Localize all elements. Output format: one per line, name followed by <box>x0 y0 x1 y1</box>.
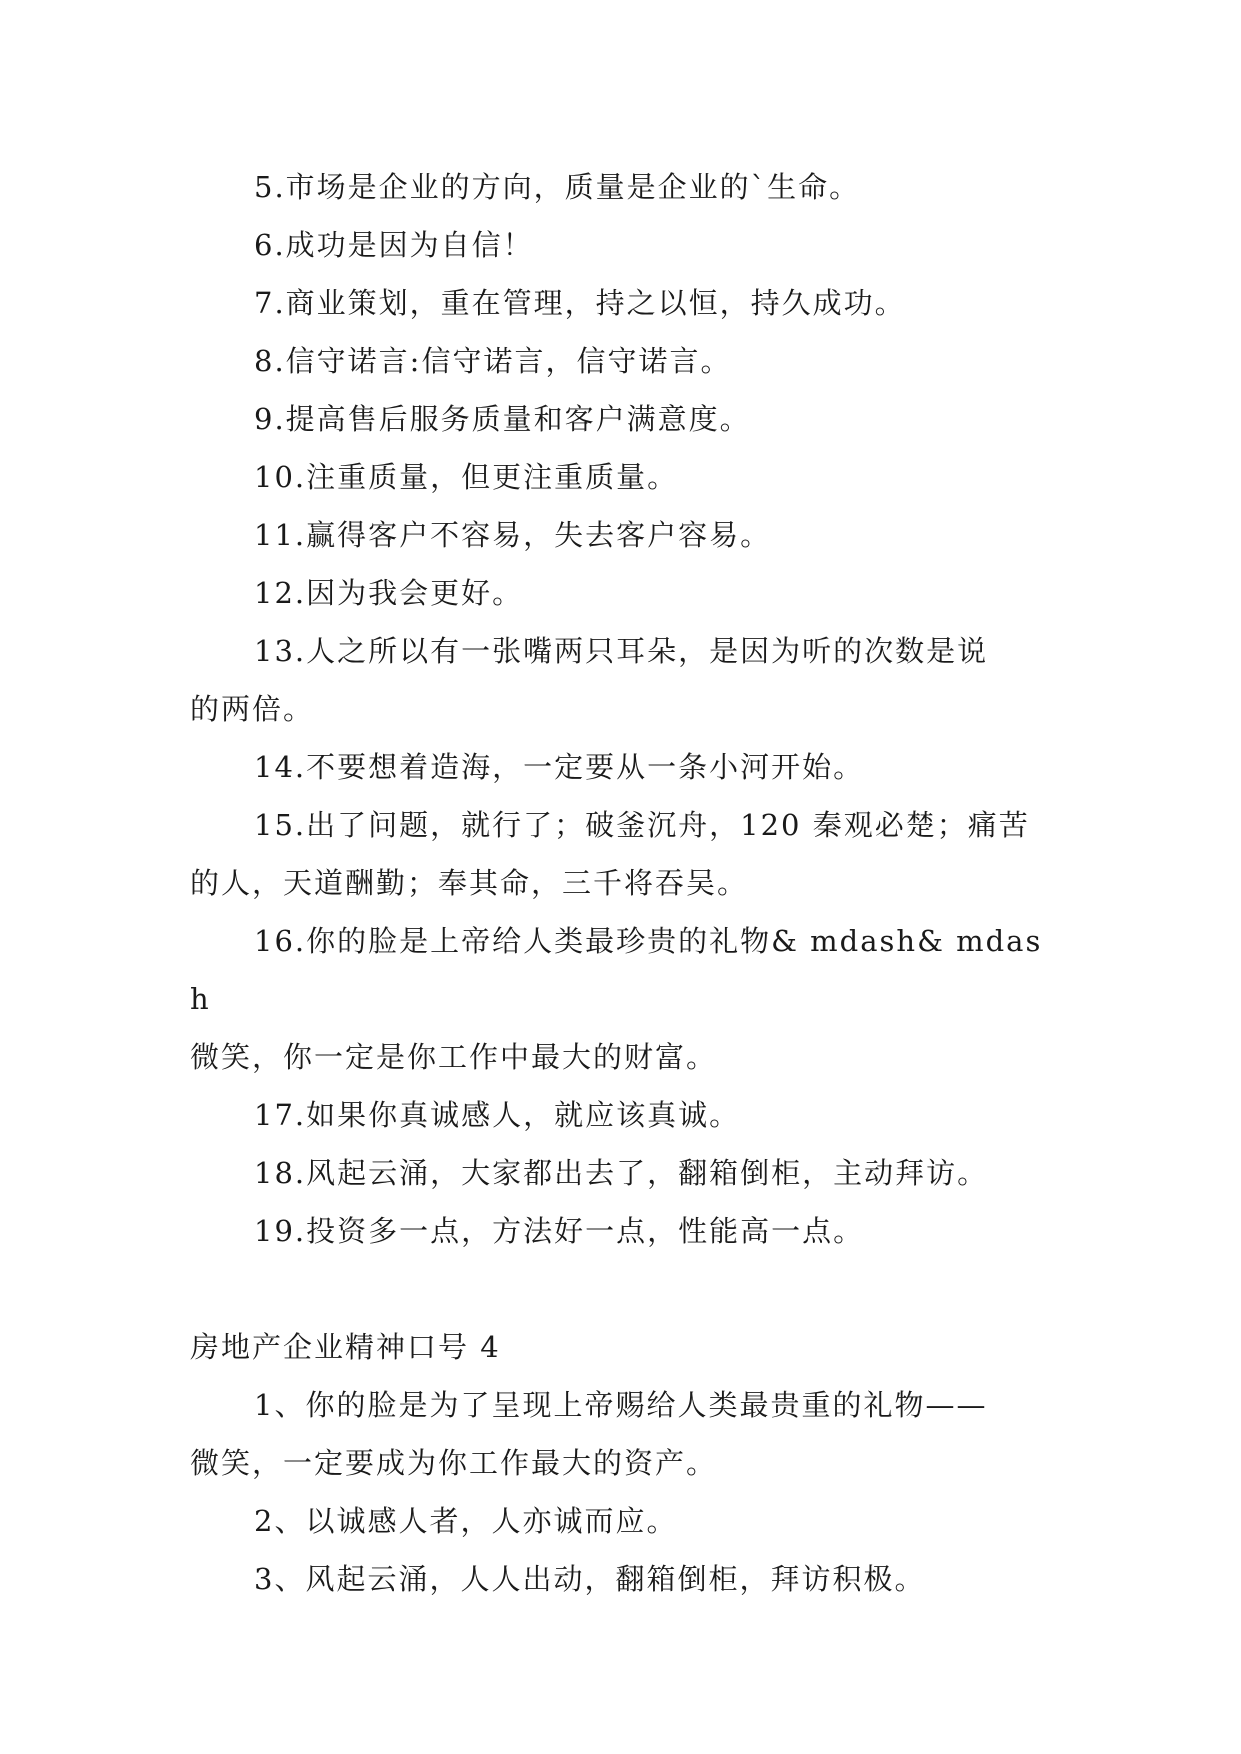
slogan-item <box>190 1202 1060 1260</box>
slogan-line: 18.风起云涌，大家都出去了，翻箱倒柜，主动拜访。 <box>254 1156 989 1190</box>
slogan-item <box>190 158 1060 216</box>
slogan-line: 8.信守诺言:信守诺言，信守诺言。 <box>254 344 732 378</box>
slogan-item <box>190 1550 1060 1608</box>
slogan-item <box>190 448 1060 506</box>
slogan-item <box>190 1144 1060 1202</box>
slogan-item <box>190 912 1060 1086</box>
slogan-line-continued: 微笑，你一定是你工作中最大的财富。 <box>190 1040 718 1074</box>
slogan-item <box>190 506 1060 564</box>
slogan-item <box>190 622 1060 738</box>
slogan-line: 11.赢得客户不容易，失去客户容易。 <box>254 518 772 552</box>
section-heading: 房地产企业精神口号 4 <box>190 1330 501 1364</box>
slogan-line-continued: 的人，天道酬勤；奉其命，三千将吞吴。 <box>190 866 749 900</box>
slogan-line-continued: 的两倍。 <box>190 692 315 726</box>
slogan-line: 14.不要想着造海，一定要从一条小河开始。 <box>254 750 865 784</box>
slogan-list-a <box>190 158 1060 1260</box>
slogan-item <box>190 274 1060 332</box>
slogan-line: 16.你的脸是上帝给人类最珍贵的礼物& mdash& mdash <box>190 924 1043 1016</box>
slogan-item <box>190 216 1060 274</box>
slogan-line: 10.注重质量，但更注重质量。 <box>254 460 679 494</box>
slogan-line: 5.市场是企业的方向，质量是企业的`生命。 <box>254 170 861 204</box>
slogan-line: 19.投资多一点，方法好一点，性能高一点。 <box>254 1214 865 1248</box>
slogan-line: 3、风起云涌，人人出动，翻箱倒柜，拜访积极。 <box>254 1562 926 1596</box>
slogan-line: 7.商业策划，重在管理，持之以恒，持久成功。 <box>254 286 906 320</box>
slogan-line-continued: 微笑，一定要成为你工作最大的资产。 <box>190 1446 718 1480</box>
slogan-item <box>190 1376 1060 1492</box>
slogan-list-b <box>190 1376 1060 1608</box>
slogan-line: 6.成功是因为自信！ <box>254 228 534 262</box>
slogan-item <box>190 564 1060 622</box>
slogan-line: 13.人之所以有一张嘴两只耳朵，是因为听的次数是说 <box>254 634 989 668</box>
slogan-line: 15.出了问题，就行了；破釜沉舟，120 秦观必楚；痛苦 <box>254 808 1030 842</box>
slogan-item <box>190 332 1060 390</box>
slogan-item <box>190 796 1060 912</box>
slogan-line: 12.因为我会更好。 <box>254 576 524 610</box>
slogan-line: 9.提高售后服务质量和客户满意度。 <box>254 402 751 436</box>
slogan-item <box>190 390 1060 448</box>
document-body <box>190 158 1060 1608</box>
slogan-item <box>190 1086 1060 1144</box>
slogan-item <box>190 738 1060 796</box>
slogan-line: 2、以诚感人者，人亦诚而应。 <box>254 1504 678 1538</box>
slogan-line: 1、你的脸是为了呈现上帝赐给人类最贵重的礼物—— <box>254 1388 988 1422</box>
slogan-item <box>190 1492 1060 1550</box>
slogan-line: 17.如果你真诚感人，就应该真诚。 <box>254 1098 741 1132</box>
